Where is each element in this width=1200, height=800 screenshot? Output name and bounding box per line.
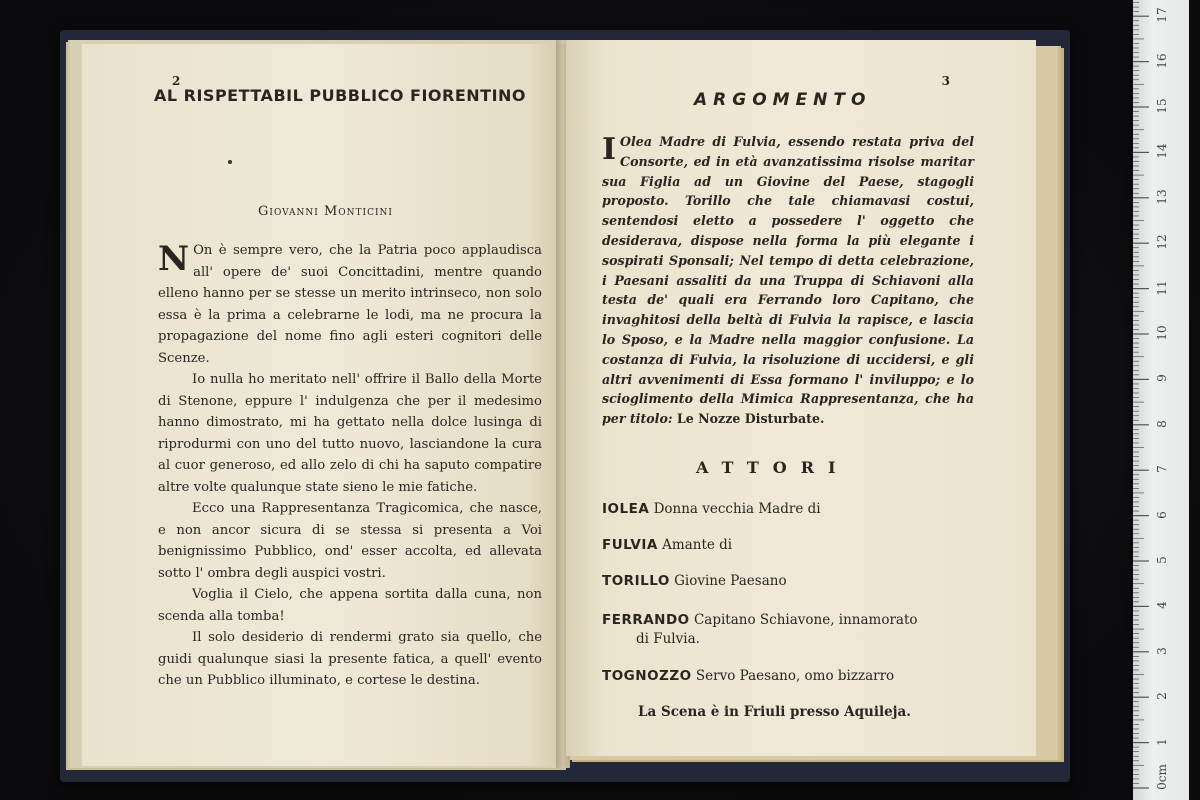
ink-dot [228,160,232,164]
ruler-label: 5 [1155,556,1169,564]
ruler-label: 17 [1155,7,1169,23]
right-page [566,40,1036,756]
ruler-label: 6 [1155,510,1169,519]
left-page-number: 2 [172,74,181,88]
ruler-label: 11 [1155,279,1169,296]
ruler-label: 12 [1155,234,1169,250]
ruler-label: 2 [1155,692,1169,701]
actor-name: TORILLO [602,573,670,589]
actor-description-continued: di Fulvia. [636,631,700,647]
ruler-label: 8 [1155,419,1169,428]
dedication-paragraph: Il solo desiderio di rendermi grato sia quello, che guidi qualunque siasi la presente fatica, a quell' evento che un Pubblico illuminato, e cortese le destina. [158,630,542,688]
dedication-paragraph: Io nulla ho meritato nell' offrire il Ballo della Morte di Stenone, eppure l' indulgenza che per il medesimo hanno dimostrato, mi ha gettato nella dolce lusinga di riprodurmi con uno del tutto nuovo, lasciandone la cura al cuor generoso, ed allo zelo di chi ha saputo compatire altre volte qualunque state sieno le mie fatiche. [158,372,542,495]
ruler-label: 1 [1155,737,1169,746]
actor-description: Donna vecchia Madre di [653,501,821,517]
dedication-paragraph: Ecco una Rappresentanza Tragicomica, che nasce, e non ancor sicura di se stessa si presenta a Voi benignissimo Pubblico, ond' esser accolta, ed allevata sotto l' ombra degli auspici vostri. [158,501,542,581]
actor-description: Amante di [662,537,733,553]
dropcap-letter: I [602,132,617,167]
actor-entry [602,536,982,555]
actor-name: TOGNOZZO [602,668,692,684]
actor-name: FULVIA [602,537,658,553]
ruler-label: 13 [1155,189,1169,205]
actor-name: IOLEA [602,501,650,517]
dedication-text [158,240,542,692]
argument-text: I Olea Madre di Fulvia, essendo restata priva del Consorte, ed in età avanzatissima risolse maritar sua Figlia ad un Giovine del Paese, stagogli proposto. Torillo che tale chiamavasi costui, sentendosi eletto a possedere l' oggetto che desiderava, dispose nella forma la più elegante i sospirati Sponsali; Nel tempo di detta celebrazione, i Paesani assaliti da una Truppa di Schiavoni alla testa de' quali era Ferrando loro Capitano, che invaghitosi della beltà di Fulvia la rapisce, e lascia lo Sposo, e la Madre nella maggior confusione. La costanza di Fulvia, la risoluzione di uccidersi, e gli altri avvenimenti di Essa formano l' inviluppo; e lo scioglimento della Mimica Rappresentanza, che ha per titolo: Le Nozze Disturbate. [602,132,974,427]
play-title: Le Nozze Disturbate. [676,411,825,427]
right-page-number: 3 [941,74,950,88]
actor-entry [602,611,982,649]
measuring-ruler [1133,0,1189,800]
actor-entry [602,572,982,591]
actor-description: Giovine Paesano [674,573,787,589]
actors-heading: ATTORI [696,458,850,477]
ruler-label: 0cm [1155,764,1169,790]
ruler-label: 7 [1155,465,1169,474]
ruler-label: 9 [1155,374,1169,383]
ruler-label: 10 [1155,325,1169,341]
ruler-label: 4 [1155,601,1169,610]
author-name: Giovanni Monticini [258,204,393,219]
dedication-paragraph: Voglia il Cielo, che appena sortita dalla cuna, non scenda alla tomba! [158,587,542,624]
actor-description: Capitano Schiavone, innamorato [693,612,918,628]
actor-description: Servo Paesano, omo bizzarro [695,668,895,684]
ruler-label: 14 [1155,143,1169,160]
left-page [82,44,566,766]
ruler-label: 15 [1155,98,1169,114]
dedication-paragraph: N On è sempre vero, che la Patria poco applaudisca all' opere de' suoi Concittadini, mentre quando elleno hanno per se stesse un merito intrinseco, non solo essa è la prima a celebrarne le lodi, ma ne procura la propagazione del nome fino agli esteri cognitori delle Scenze. [158,239,542,366]
actor-name: FERRANDO [602,612,690,628]
ruler-label: 3 [1155,646,1169,655]
ruler-label: 16 [1155,52,1169,69]
actor-entry [602,500,982,519]
dropcap-letter: N [158,239,190,279]
actor-entry [602,667,982,686]
scene-note: La Scena è in Friuli presso Aquileja. [638,704,912,720]
left-running-head: AL RISPETTABIL PUBBLICO FIORENTINO [154,86,527,105]
right-running-head: ARGOMENTO [694,90,872,110]
